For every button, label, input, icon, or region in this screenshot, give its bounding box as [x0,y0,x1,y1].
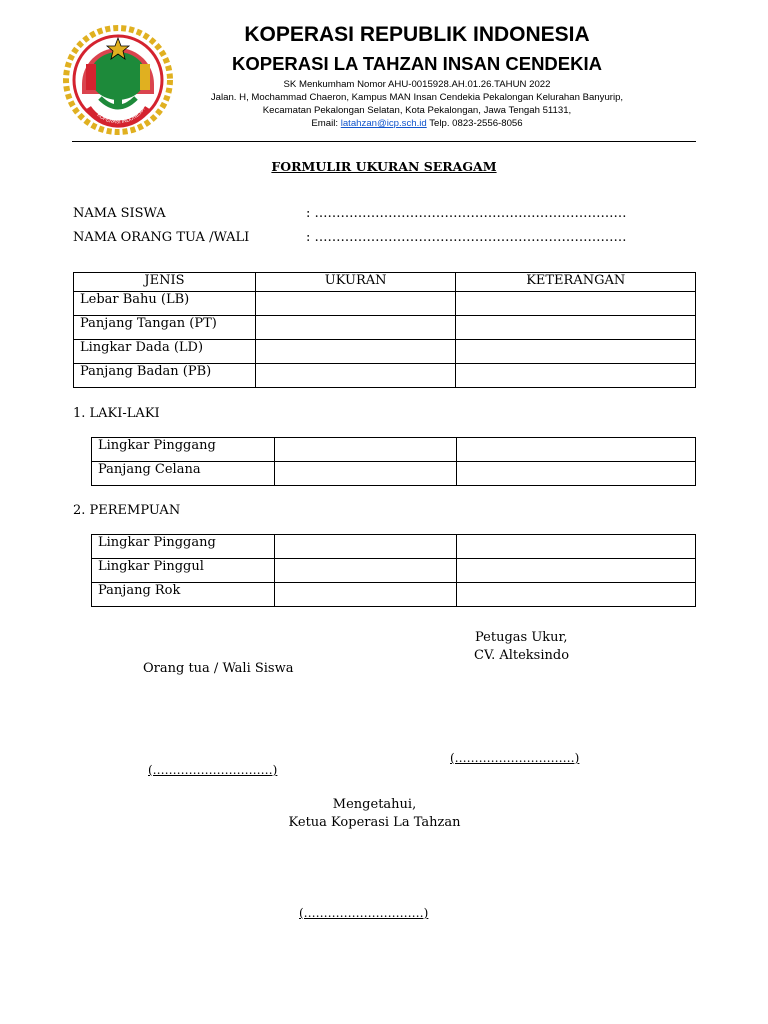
chairman-signature-line: (…………………………) [299,906,429,920]
measurement-label: Panjang Tangan (PT) [74,316,256,340]
parent-name-field[interactable]: : ……………………………………………………………… [306,230,627,245]
table-row [92,438,696,462]
cooperative-logo-icon [62,24,174,136]
table-row [92,583,696,607]
address-line-1: Jalan. H, Mochammad Chaeron, Kampus MAN Insan Cendekia Pekalongan Kelurahan Banyurip, [210,92,624,103]
table-row [92,535,696,559]
student-name-label: NAMA SISWA [73,206,166,221]
size-cell[interactable] [274,535,457,559]
note-cell[interactable] [456,292,696,316]
section-heading-female: 2. PEREMPUAN [73,503,181,518]
acknowledged-label: Mengetahui, [332,797,417,812]
size-cell[interactable] [255,364,456,388]
size-cell[interactable] [255,316,456,340]
note-cell[interactable] [457,583,696,607]
table-row [74,316,696,340]
section-heading-male: 1. LAKI-LAKI [73,406,160,421]
size-cell[interactable] [274,559,457,583]
form-title: FORMULIR UKURAN SERAGAM [271,159,497,174]
table-header-row [74,273,696,292]
email-label: Email: [311,118,339,129]
size-cell[interactable] [274,438,457,462]
female-measurement-table [91,534,696,607]
officer-title: Petugas Ukur, [475,630,568,645]
chairman-title: Ketua Koperasi La Tahzan [288,815,461,830]
column-header-keterangan: KETERANGAN [456,273,696,292]
email-link[interactable]: latahzan@icp.sch.id [340,118,427,129]
size-cell[interactable] [274,583,457,607]
org-name-primary: KOPERASI REPUBLIK INDONESIA [244,23,590,46]
table-row [74,364,696,388]
size-cell[interactable] [274,462,457,486]
measurement-table [73,272,696,388]
table-row [74,292,696,316]
measurement-label: Lingkar Pinggul [92,559,275,583]
note-cell[interactable] [456,340,696,364]
table-row [74,340,696,364]
measurement-label: Panjang Badan (PB) [74,364,256,388]
table-row [92,559,696,583]
header-divider [72,141,696,142]
parent-signature-line: (…………………………) [148,763,278,777]
sk-number: SK Menkumham Nomor AHU-0015928.AH.01.26.TAHUN 2022 [283,79,551,90]
column-header-jenis: JENIS [74,273,256,292]
size-cell[interactable] [255,340,456,364]
measurement-label: Lingkar Pinggang [92,535,275,559]
phone-number: Telp. 0823-2556-8056 [429,118,523,129]
note-cell[interactable] [457,559,696,583]
measurement-label: Lebar Bahu (LB) [74,292,256,316]
note-cell[interactable] [456,364,696,388]
note-cell[interactable] [457,535,696,559]
address-line-2: Kecamatan Pekalongan Selatan, Kota Pekalongan, Jawa Tengah 51131, [262,105,572,116]
contact-line [210,118,624,129]
parent-name-label: NAMA ORANG TUA /WALI [73,230,250,245]
measurement-label: Panjang Rok [92,583,275,607]
student-name-field[interactable]: : ……………………………………………………………… [306,206,627,221]
table-row [92,462,696,486]
column-header-ukuran: UKURAN [255,273,456,292]
org-name-secondary: KOPERASI LA TAHZAN INSAN CENDEKIA [231,53,602,74]
note-cell[interactable] [456,316,696,340]
parent-signature-label: Orang tua / Wali Siswa [143,661,294,676]
note-cell[interactable] [457,462,696,486]
logo-text: KOPERASI INDONESIA [95,106,147,126]
note-cell[interactable] [457,438,696,462]
officer-signature-line: (…………………………) [450,751,580,765]
male-measurement-table [91,437,696,486]
measurement-label: Panjang Celana [92,462,275,486]
measurement-label: Lingkar Pinggang [92,438,275,462]
measurement-label: Lingkar Dada (LD) [74,340,256,364]
size-cell[interactable] [255,292,456,316]
officer-company: CV. Alteksindo [474,648,570,663]
